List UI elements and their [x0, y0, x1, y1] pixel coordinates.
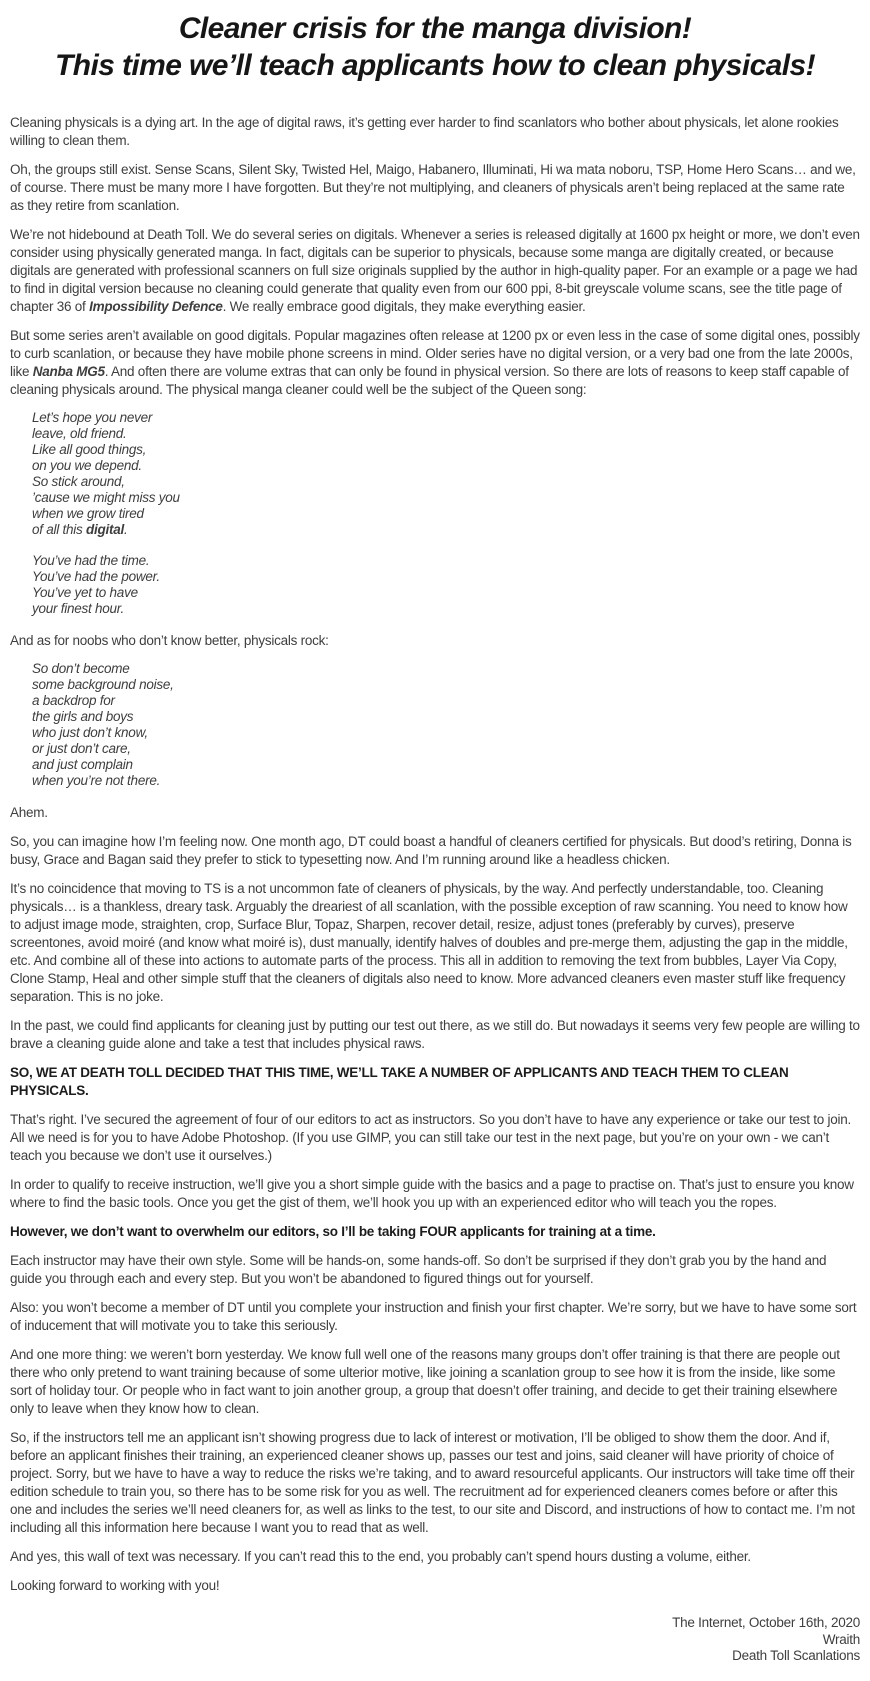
lyric-line: the girls and boys [32, 709, 134, 724]
text-run: . [124, 522, 128, 537]
text-run: But some series aren’t available on good digitals. Popular magazines often release at 1200 px or even less in the case of some digital ones, possibly to curb scanlation, or because they have mobile phone screens in mind. Older series have no digital version, or a very bad one from the late 2000s, like [10, 328, 860, 379]
text-run: . We really embrace good digitals, they make everything easier. [222, 299, 586, 314]
paragraph-feeling: So, you can imagine how I’m feeling now. One month ago, DT could boast a handful of cleaners certified for physicals. But dood’s retiring, Donna is busy, Grace and Bagan said they prefer to stick to typesetting now. And I’m running around like a headless chicken. [10, 834, 852, 867]
paragraph-instructor-style: Each instructor may have their own style. Some will be hands-on, some hands-off. So don’t be surprised if they don’t grab you by the hand and guide you through each and every step. But you won’t be abandoned to figured things out for yourself. [10, 1253, 827, 1286]
title-line-1: Cleaner crisis for the manga division! [178, 12, 692, 45]
lyric-line: or just don’t care, [32, 741, 131, 756]
lyrics-stanza-3 [10, 661, 860, 789]
lyric-line: on you we depend. [32, 458, 142, 473]
lyrics-stanza-2 [10, 553, 860, 617]
paragraph-coincidence: It’s no coincidence that moving to TS is a not uncommon fate of cleaners of physicals, by the way. And perfectly understandable, too. Cleaning physicals… is a thankless, dreary task. Arguably the dreariest of all scanlation, with the possible exception of raw scanning. You need to know how to adjust image mode, straighten, crop, Surface Blur, Topaz, Sharpen, recover detail, resize, adjust tones (preferably by curves), preserve screentones, avoid moiré (and know what moiré is), dust manually, identify halves of doubles and pre-merge them, adjusting the gap in the middle, etc. And combine all of these into actions to automate parts of the process. This all in addition to removing the text from bubbles, Layer Via Copy, Clone Stamp, Heal and other simple stuff that the cleaners of digitals also need to know. More advanced cleaners even master stuff like frequency separation. This is no joke. [10, 881, 848, 1004]
paragraph-closing: Looking forward to working with you! [10, 1578, 220, 1593]
lyric-line: ’cause we might miss you [32, 490, 180, 505]
lyrics-stanza-1 [10, 410, 860, 538]
lyric-line: You’ve had the time. [32, 553, 150, 568]
signature [10, 1615, 860, 1665]
text-run: We’re not hidebound at Death Toll. We do several series on digitals. Whenever a series is released digitally at 1600 px height or more, we don’t even consider using physically generated manga. In fact, digitals can be superior to physicals, because some manga are digitally created, or because digitals are generated with professional scanners on full size originals supplied by the author in high-quality paper. For an example or a page we had to find in digital version because no cleaning could generate that quality even from our 600 ppi, 8-bit greyscale volume scans, see the title page of chapter 36 of [10, 227, 860, 314]
paragraph-decided-announcement: SO, WE AT DEATH TOLL DECIDED THAT THIS TIME, WE’LL TAKE A NUMBER OF APPLICANTS AND TEACH THEM TO CLEAN PHYSICALS. [10, 1065, 789, 1098]
lyric-line: your finest hour. [32, 601, 125, 616]
paragraph-door: So, if the instructors tell me an applicant isn’t showing progress due to lack of interest or motivation, I’ll be obliged to show them the door. And if, before an applicant finishes their training, an experienced cleaner shows up, passes our test and joins, said cleaner will have priority of choice of project. Sorry, but we have to have a way to reduce the risks we’re taking, and to award resourceful applicants. Our instructors will take time off their edition schedule to train you, so there has to be some risk for you as well. The recruitment ad for experienced cleaners comes before or after this one and includes the series we’ll need cleaners for, as well as links to the test, to our site and Discord, and instructions of how to contact me. I’m not including all this information here because I want you to read that as well. [10, 1430, 855, 1535]
paragraph-groups: Oh, the groups still exist. Sense Scans, Silent Sky, Twisted Hel, Maigo, Habanero, Illuminati, Hi wa mata noboru, TSP, Home Hero Scans… and we, of course. There must be many more I have forgotten. But they’re not multiplying, and cleaners of physicals aren’t being replaced at the same rate as they retire from scanlation. [10, 162, 856, 213]
signature-date: The Internet, October 16th, 2020 [672, 1615, 860, 1630]
lyric-line: when we grow tired [32, 506, 144, 521]
lyric-line: leave, old friend. [32, 426, 127, 441]
lyric-line: Let’s hope you never [32, 410, 153, 425]
paragraph-hidebound [10, 226, 860, 316]
text-run: of all this [32, 522, 87, 537]
paragraph-noobs: And as for noobs who don’t know better, physicals rock: [10, 633, 329, 648]
lyric-line: and just complain [32, 757, 133, 772]
signature-author: Wraith [822, 1631, 860, 1647]
paragraph-warning: And one more thing: we weren’t born yesterday. We know full well one of the reasons many groups don’t offer training is that there are people out there who only pretend to want training because of some ulterior motive, like joining a scanlation group to see how it is from the inside, like some sort of holiday tour. Or people who in fact want to join another group, a group that doesn’t offer training, and decide to get their training elsewhere only to leave when they know how to clean. [10, 1347, 840, 1416]
lyric-line: when you’re not there. [32, 773, 161, 788]
lyric-line: You’ve yet to have [32, 585, 138, 600]
paragraph-qualify: In order to qualify to receive instruction, we’ll give you a short simple guide with the basics and a page to practise on. That’s just to ensure you know where to find the basic tools. Once you get the gist of them, we’ll hook you up with an experienced editor who will teach you the ropes. [10, 1177, 854, 1210]
paragraph-four-applicants: However, we don’t want to overwhelm our editors, so I’ll be taking FOUR applicants for training at a time. [10, 1224, 656, 1239]
lyric-line: Like all good things, [32, 442, 147, 457]
lyric-line: So stick around, [32, 474, 125, 489]
paragraph-intro: Cleaning physicals is a dying art. In the age of digital raws, it’s getting ever harder to find scanlators who bother about physicals, let alone rookies willing to clean them. [10, 115, 839, 148]
title-line-2: This time we’ll teach applicants how to clean physicals! [55, 49, 815, 82]
lyric-line: So don’t become [32, 661, 130, 676]
paragraph-good-digitals [10, 327, 860, 399]
paragraph-thats-right: That’s right. I’ve secured the agreement of four of our editors to act as instructors. So you don’t have to have any experience or take our test to join. All we need is for you to have Adobe Photoshop. (If you use GIMP, you can still take our test in the next page, but you’re on your own - we can’t teach you because we don’t use it ourselves.) [10, 1112, 851, 1163]
series-title-impossibility-defence: Impossibility Defence [89, 299, 223, 314]
lyric-line: who just don’t know, [32, 725, 148, 740]
lyric-line [32, 522, 860, 538]
signature-group: Death Toll Scanlations [732, 1648, 860, 1663]
text-run-emphasis-digital: digital [86, 522, 125, 537]
paragraph-membership: Also: you won’t become a member of DT until you complete your instruction and finish your first chapter. We’re sorry, but we have to have some sort of inducement that will motivate you to take this seriously. [10, 1300, 857, 1333]
page-title [10, 10, 860, 84]
paragraph-wall-of-text: And yes, this wall of text was necessary. If you can’t read this to the end, you probably can’t spend hours dusting a volume, either. [10, 1549, 751, 1564]
lyric-line: some background noise, [32, 677, 174, 692]
series-title-nanba-mg5: Nanba MG5 [32, 364, 105, 379]
paragraph-past: In the past, we could find applicants for cleaning just by putting our test out there, as we still do. But nowadays it seems very few people are willing to brave a cleaning guide alone and take a test that includes physical raws. [10, 1018, 860, 1051]
lyric-line: You’ve had the power. [32, 569, 160, 584]
paragraph-ahem: Ahem. [10, 805, 48, 820]
text-run: . And often there are volume extras that can only be found in physical version. So there are lots of reasons to keep staff capable of cleaning physicals around. The physical manga cleaner could well be the subject of the Queen song: [10, 364, 849, 397]
lyric-line: a backdrop for [32, 693, 115, 708]
